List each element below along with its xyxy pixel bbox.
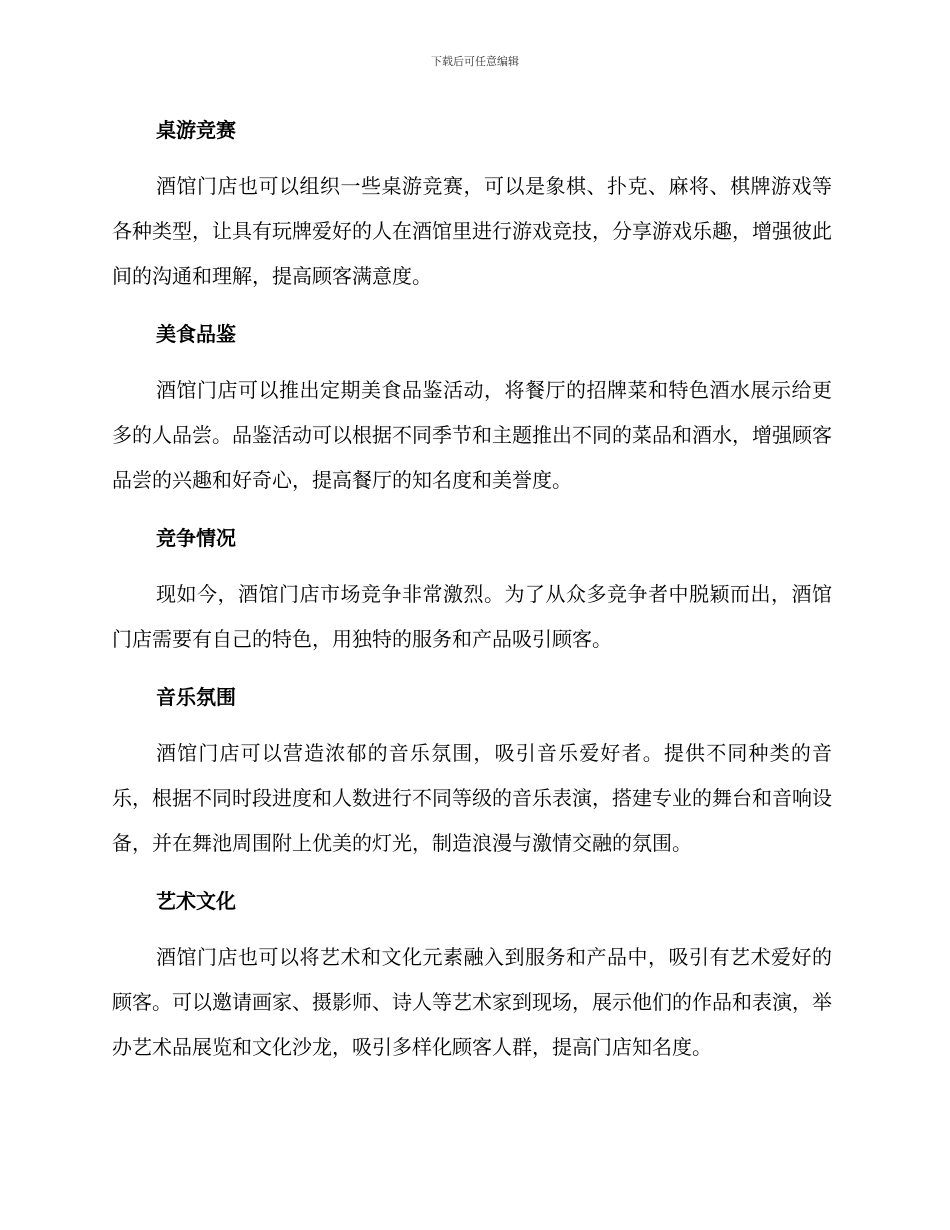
page-header-note: 下载后可任意编辑 — [431, 55, 519, 68]
section-heading: 音乐氛围 — [156, 685, 236, 709]
section-competition — [112, 516, 832, 662]
section-paragraph: 酒馆门店也可以组织一些桌游竞赛，可以是象棋、扑克、麻将、棋牌游戏等各种类型，让具有玩牌爱好的人在酒馆里进行游戏竞技，分享游戏乐趣，增强彼此间的沟通和理解，提高顾客满意度。 — [112, 174, 832, 288]
section-board-game-contest — [112, 108, 832, 299]
section-paragraph: 酒馆门店可以营造浓郁的音乐氛围，吸引音乐爱好者。提供不同种类的音乐，根据不同时段进度和人数进行不同等级的音乐表演，搭建专业的舞台和音响设备，并在舞池周围附上优美的灯光，制造浪漫与激情交融的氛围。 — [112, 741, 832, 855]
section-paragraph: 酒馆门店可以推出定期美食品鉴活动，将餐厅的招牌菜和特色酒水展示给更多的人品尝。品鉴活动可以根据不同季节和主题推出不同的菜品和酒水，增强顾客品尝的兴趣和好奇心，提高餐厅的知名度和美誉度。 — [112, 378, 832, 492]
section-heading: 桌游竞赛 — [156, 118, 236, 142]
section-paragraph: 现如今，酒馆门店市场竞争非常激烈。为了从众多竞争者中脱颖而出，酒馆门店需要有自己的特色，用独特的服务和产品吸引顾客。 — [112, 582, 832, 651]
section-music-atmosphere — [112, 675, 832, 866]
section-heading: 美食品鉴 — [156, 322, 236, 346]
section-paragraph: 酒馆门店也可以将艺术和文化元素融入到服务和产品中，吸引有艺术爱好的顾客。可以邀请画家、摄影师、诗人等艺术家到现场，展示他们的作品和表演，举办艺术品展览和文化沙龙，吸引多样化顾客人群，提高门店知名度。 — [112, 945, 832, 1059]
section-heading: 艺术文化 — [156, 889, 236, 913]
section-food-tasting — [112, 312, 832, 503]
section-art-culture — [112, 879, 832, 1070]
document-content — [112, 108, 832, 1083]
section-heading: 竞争情况 — [156, 526, 236, 550]
